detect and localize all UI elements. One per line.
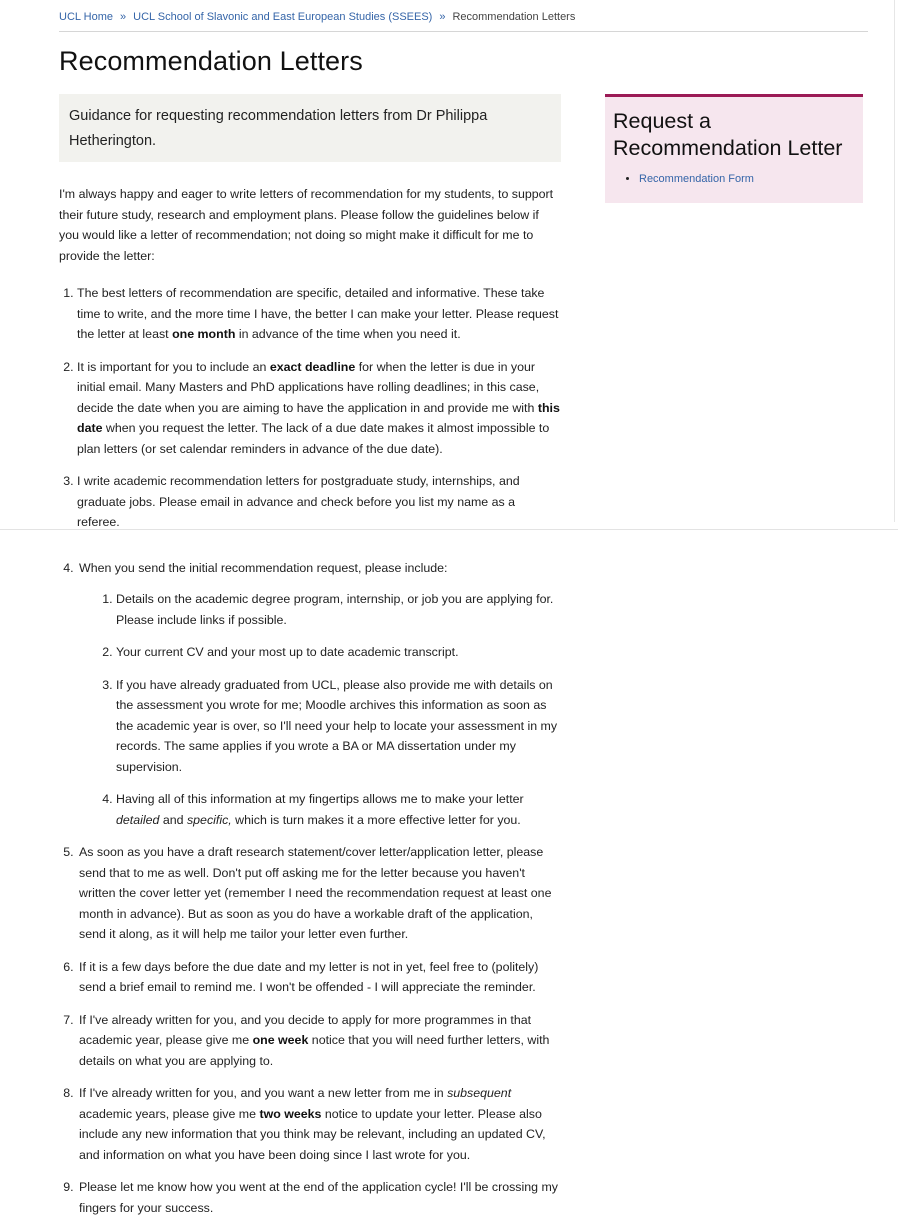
breadcrumb-separator: » (120, 11, 127, 23)
emphasis-text: this date (77, 400, 560, 435)
list-item: 9. Please let me know how you went at the end of the application cycle! I'll be crossing my fingers for your success. (77, 1177, 561, 1218)
list-item: 3. If you have already graduated from UCL, please also provide me with details on the assessment you wrote for me; Moodle archives this information as soon as the academic year is over, so I'll need your help to locate your assessment in my records. The same applies if you wrote a BA or MA dissertation under my supervision. (116, 675, 561, 778)
guidelines-list (59, 283, 561, 1218)
list-item: 3. I write academic recommendation letters for postgraduate study, internships, and graduate jobs. Please email in advance and check before you list my name as a referee. (77, 471, 561, 533)
sidebar-request-box (605, 94, 863, 203)
breadcrumb-link-ssees[interactable]: UCL School of Slavonic and East European Studies (SSEES) (133, 11, 433, 23)
list-item: 2. It is important for you to include an exact deadline for when the letter is due in your initial email. Many Masters and PhD applications have rolling deadlines; in this case, decide the date when you are aiming to have the application in and provide me with this date when you request the letter. The lack of a due date makes it almost impossible to plan letters (or set calendar reminders in advance of the due date). (77, 357, 561, 460)
emphasis-text: subsequent (447, 1086, 512, 1100)
list-item: 6. If it is a few days before the due date and my letter is not in yet, feel free to (politely) send a brief email to remind me. I won't be offended - I will appreciate the reminder. (77, 957, 561, 998)
breadcrumb (59, 11, 868, 32)
scrollbar-track (894, 0, 895, 522)
request-details-list (79, 589, 561, 830)
list-item: 2. Your current CV and your most up to date academic transcript. (116, 642, 561, 663)
sidebar-links (613, 173, 855, 185)
page-title: Recommendation Letters (59, 46, 363, 76)
list-item: 1. Details on the academic degree program, internship, or job you are applying for. Please include links if possible. (116, 589, 561, 630)
breadcrumb-current: Recommendation Letters (452, 11, 576, 23)
list-item: 4. When you send the initial recommendation request, please include: 1. Details on the academic degree program, internship, or job you are applying for. Please include links if possible. 2. Your current CV and your most up to date academic transcript. 3. If you have already graduated from UCL, please also provide me with details on the assessment you wrote for me; Moodle archives this information as soon as the academic year is over, so I'll need your help to locate your assessment in my records. The same applies if you wrote a BA or MA dissertation under my supervision. 4. Having all of this information at my fingertips allows me to make your letter detailed and specific, which is turn makes it a more effective letter for you. (77, 558, 561, 831)
sidebar-title: Request a Recommendation Letter (613, 109, 843, 160)
emphasis-text: one week (252, 1033, 309, 1047)
list-item: 7. If I've already written for you, and you decide to apply for more programmes in that academic year, please give me one week notice that you will need further letters, with details on what you are applying to. (77, 1010, 561, 1072)
emphasis-text: exact deadline (269, 359, 356, 374)
main-content (59, 184, 561, 1230)
emphasis-text: specific, (186, 812, 232, 827)
recommendation-form-link[interactable]: Recommendation Form (639, 173, 754, 185)
lede-box: Guidance for requesting recommendation letters from Dr Philippa Hetherington. (59, 94, 561, 162)
emphasis-text: two weeks (259, 1106, 322, 1121)
list-item: 8. If I've already written for you, and you want a new letter from me in subsequent academic years, please give me two weeks notice to update your letter. Please also include any new information that you think may be relevant, including an updated CV, and information on what you have been doing since I last wrote for you. (77, 1083, 561, 1165)
breadcrumb-link-ucl-home[interactable]: UCL Home (59, 11, 113, 23)
list-item: 5. As soon as you have a draft research statement/cover letter/application letter, please send that to me as well. Don't put off asking me for the letter because you haven't written the cover letter yet (remember I need the recommendation request at least one month in advance). But as soon as you do have a workable draft of the application, send it along, as it will help me tailor your letter even further. (77, 842, 561, 945)
intro-paragraph: I'm always happy and eager to write letters of recommendation for my students, to support their future study, research and employment plans. Please follow the guidelines below if you would like a letter of recommendation; not doing so might make it difficult for me to provide the letter: (59, 187, 554, 263)
list-item: 4. Having all of this information at my fingertips allows me to make your letter detailed and specific, which is turn makes it a more effective letter for you. (116, 789, 561, 830)
screenshot-fold-divider (0, 529, 898, 530)
emphasis-text: detailed (116, 812, 160, 827)
emphasis-text: one month (172, 327, 236, 341)
list-item: 1. The best letters of recommendation are specific, detailed and informative. These take time to write, and the more time I have, the better I can make your letter. Please request the letter at least one month in advance of the time when you need it. (77, 283, 561, 345)
breadcrumb-separator: » (439, 11, 446, 23)
list-item (639, 173, 855, 185)
